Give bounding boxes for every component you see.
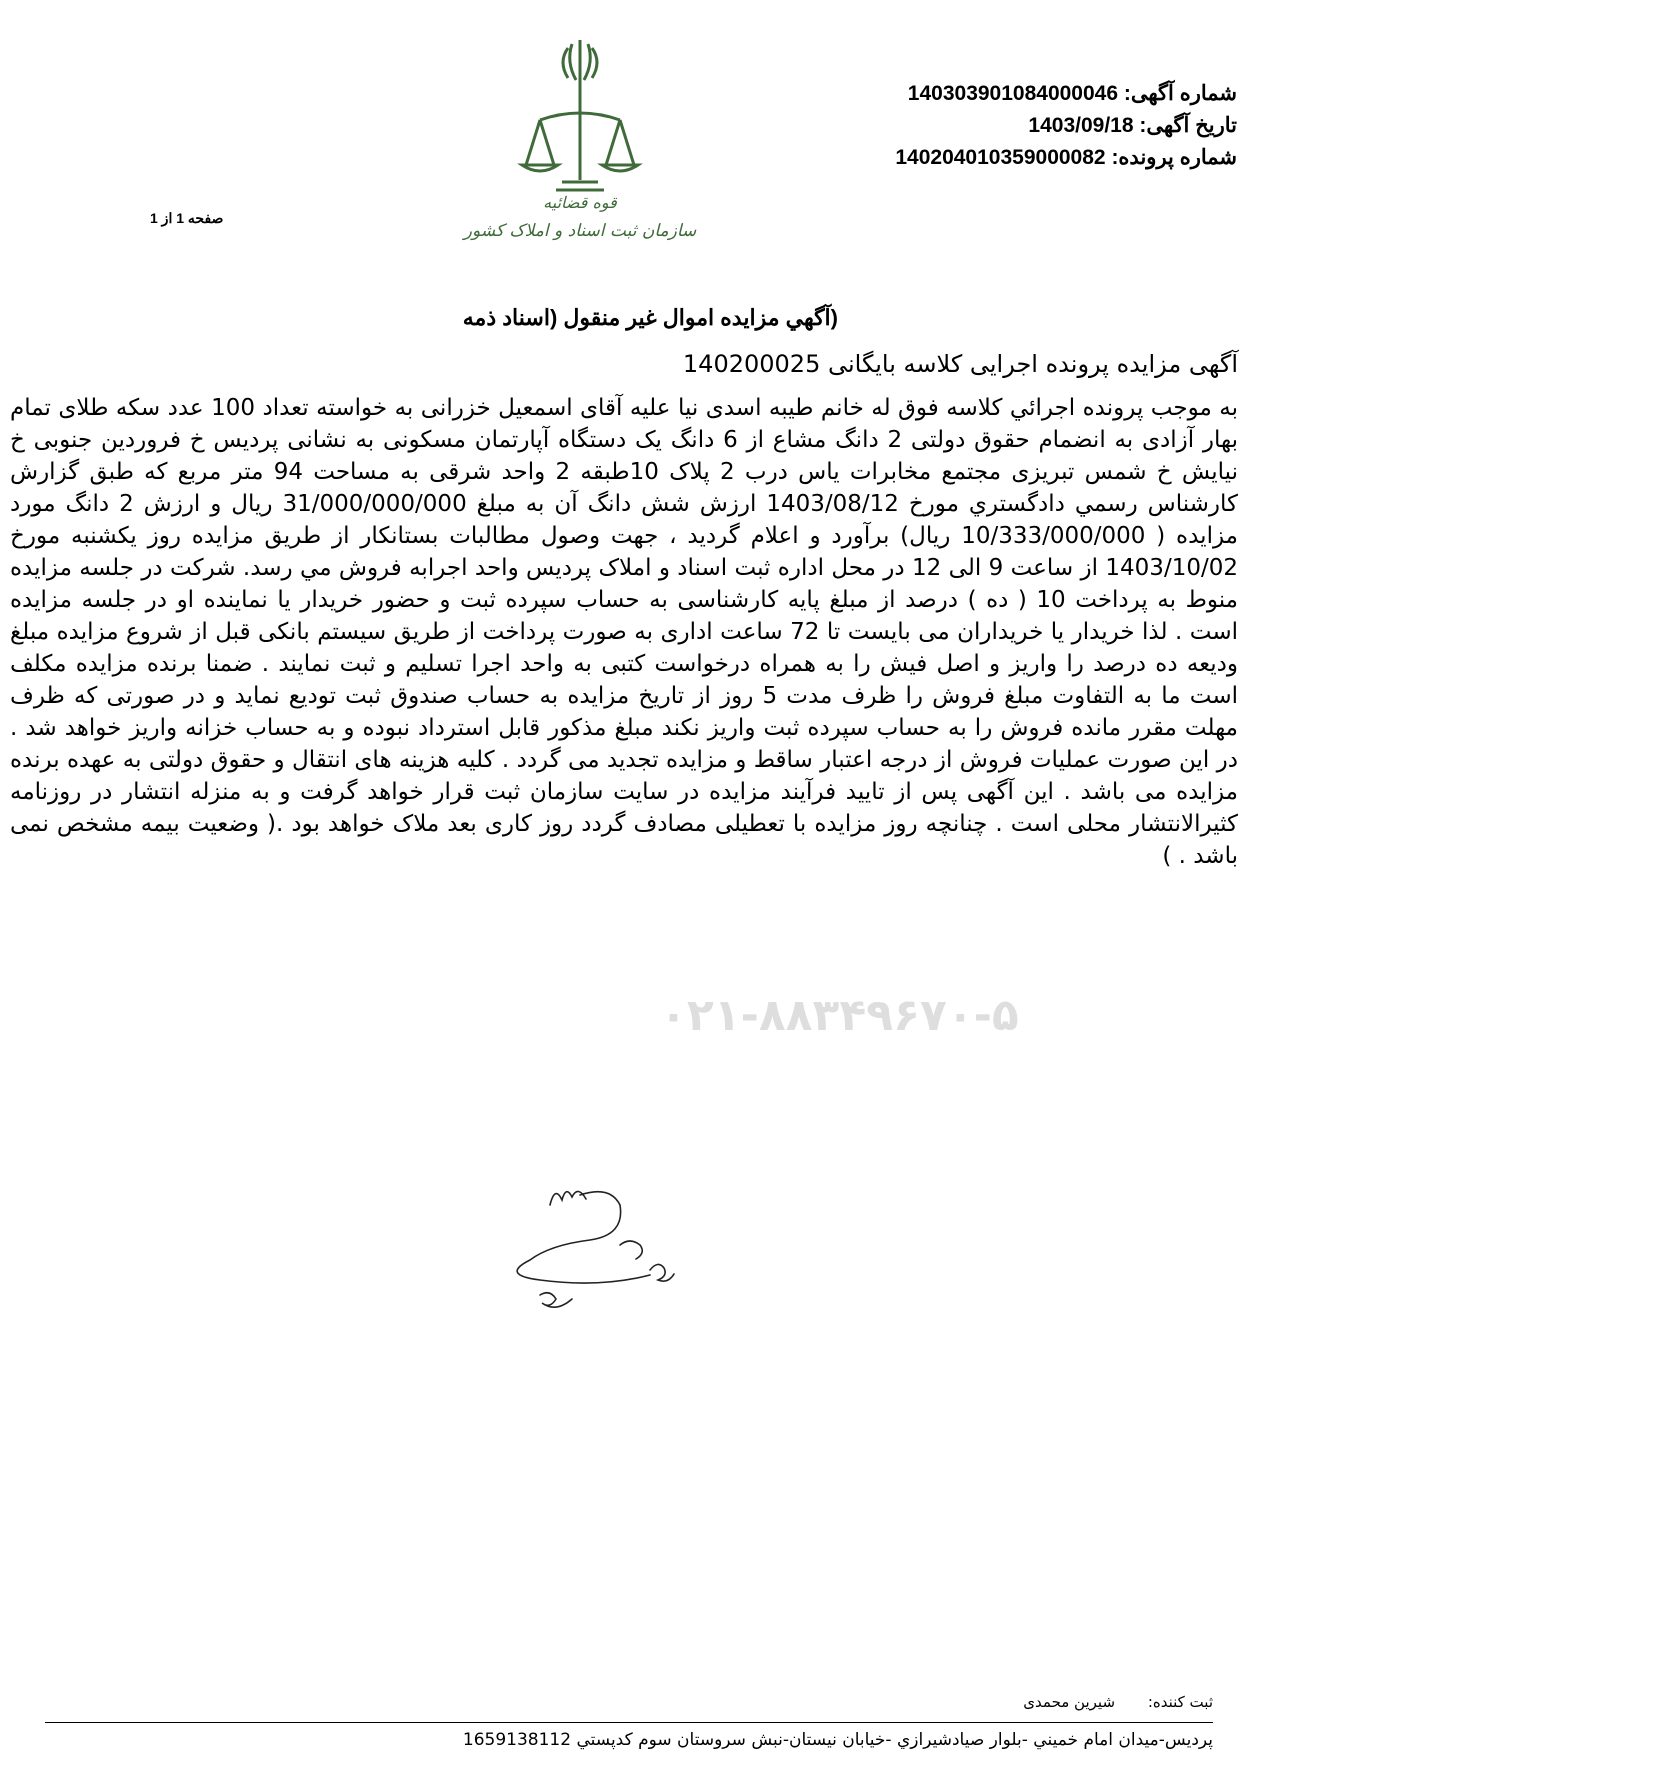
case-number-label: شماره پرونده: xyxy=(1111,146,1237,169)
logo-text-registration-org: سازمان ثبت اسناد و املاک کشور xyxy=(463,221,697,241)
case-number: 140204010359000082 xyxy=(895,146,1106,169)
watermark-phone: ۰۲۱-۸۸۳۴۹۶۷۰-۵ xyxy=(660,990,1019,1041)
notice-subtitle: آگهی مزایده پرونده اجرایی کلاسه بایگانی 140200025 xyxy=(682,350,1238,378)
page-indicator: صفحه 1 از 1 xyxy=(150,210,224,226)
logo-text-judiciary: قوه قضائیه xyxy=(543,193,617,212)
footer-divider xyxy=(45,1722,1213,1723)
case-number-row xyxy=(895,142,1237,174)
handwritten-signature xyxy=(480,1175,710,1325)
ad-date-row xyxy=(895,110,1237,142)
ad-number-label: شماره آگهی: xyxy=(1123,82,1237,105)
scales-of-justice-icon xyxy=(463,30,760,250)
notice-body: به موجب پرونده اجرائي كلاسه فوق له خانم طیبه اسدی نیا علیه آقای اسمعیل خزرانی به خواسته تعداد 100 عدد سکه طلای تمام بهار آزادی به انضمام حقوق دولتی 2 دانگ مشاع از 6 دانگ یک دستگاه آپارتمان مسکونی به نشانی پردیس خ فروردین جنوبی خ نیایش خ شمس تبریزی مجتمع مخابرات یاس درب 2 پلاک 10طبقه 2 واحد شرقی به مساحت 94 متر مربع که طبق گزارش کارشناس رسمي دادگستري مورخ 1403/08/12 ارزش شش دانگ آن به مبلغ 31/000/000/000 ریال و ارزش 2 دانگ مورد مزایده ( 10/333/000/000 ریال) برآورد و اعلام گردید ، جهت وصول مطالبات بستانکار از طریق مزایده روز یکشنبه مورخ 1403/10/02 از ساعت 9 الی 12 در محل اداره ثبت اسناد و املاک پردیس واحد اجرابه فروش مي رسد. شرکت در جلسه مزایده منوط به پرداخت 10 ( ده ) درصد از مبلغ پایه کارشناسی به حساب سپرده ثبت و حضور خریدار یا نماینده او در جلسه مزایده است . لذا خریدار یا خریداران می بایست تا 72 ساعت اداری به صورت پرداخت از طریق سیستم بانکی قبل از شروع مزایده مبلغ ودیعه ده درصد را واریز و اصل فیش را به همراه درخواست کتبی به واحد اجرا تسلیم و ثبت نمایند . ضمنا برنده مزایده مکلف است ما به التفاوت مبلغ فروش را ظرف مدت 5 روز از تاریخ مزایده به حساب صندوق ثبت تودیع نماید و در صورتی که ظرف مهلت مقرر مانده فروش را به حساب سپرده ثبت واریز نکند مبلغ مذکور قابل استرداد نبوده و به حساب خزانه واریز خواهد شد . در این صورت عملیات فروش از درجه اعتبار ساقط و مزایده تجدید می گردد . کلیه هزینه های انتقال و حقوق دولتی به عهده برنده مزایده می باشد . این آگهی پس از تایید فرآیند مزایده در سایت سازمان ثبت قرار خواهد گرفت و به منزله انتشار در روزنامه کثیرالانتشار محلی است . چنانچه روز مزایده با تعطیلی مصادف گردد روز کاری بعد ملاک خواهد بود .( وضعیت بیمه مشخص نمی باشد . ) xyxy=(10,395,1238,869)
ad-date: 1403/09/18 xyxy=(1028,114,1134,137)
signature-icon xyxy=(480,1175,710,1325)
creator-label: ثبت کننده: xyxy=(1147,1693,1213,1711)
footer-address: پرديس-ميدان امام خميني -بلوار صيادشيرازي -خيابان نيستان-نبش سروستان سوم كدپستي 1659138112 xyxy=(462,1730,1213,1750)
ad-number-row xyxy=(895,78,1237,110)
ad-number: 140303901084000046 xyxy=(907,82,1119,105)
ad-date-label: تاریخ آگهی: xyxy=(1139,114,1237,137)
creator-name: شیرین محمدی xyxy=(1023,1693,1116,1711)
judiciary-emblem-logo xyxy=(463,30,760,250)
footer-creator xyxy=(1023,1693,1213,1711)
notice-metadata xyxy=(895,78,1237,174)
notice-title: (آگهي مزايده اموال غير منقول (اسناد ذمه xyxy=(462,305,838,330)
